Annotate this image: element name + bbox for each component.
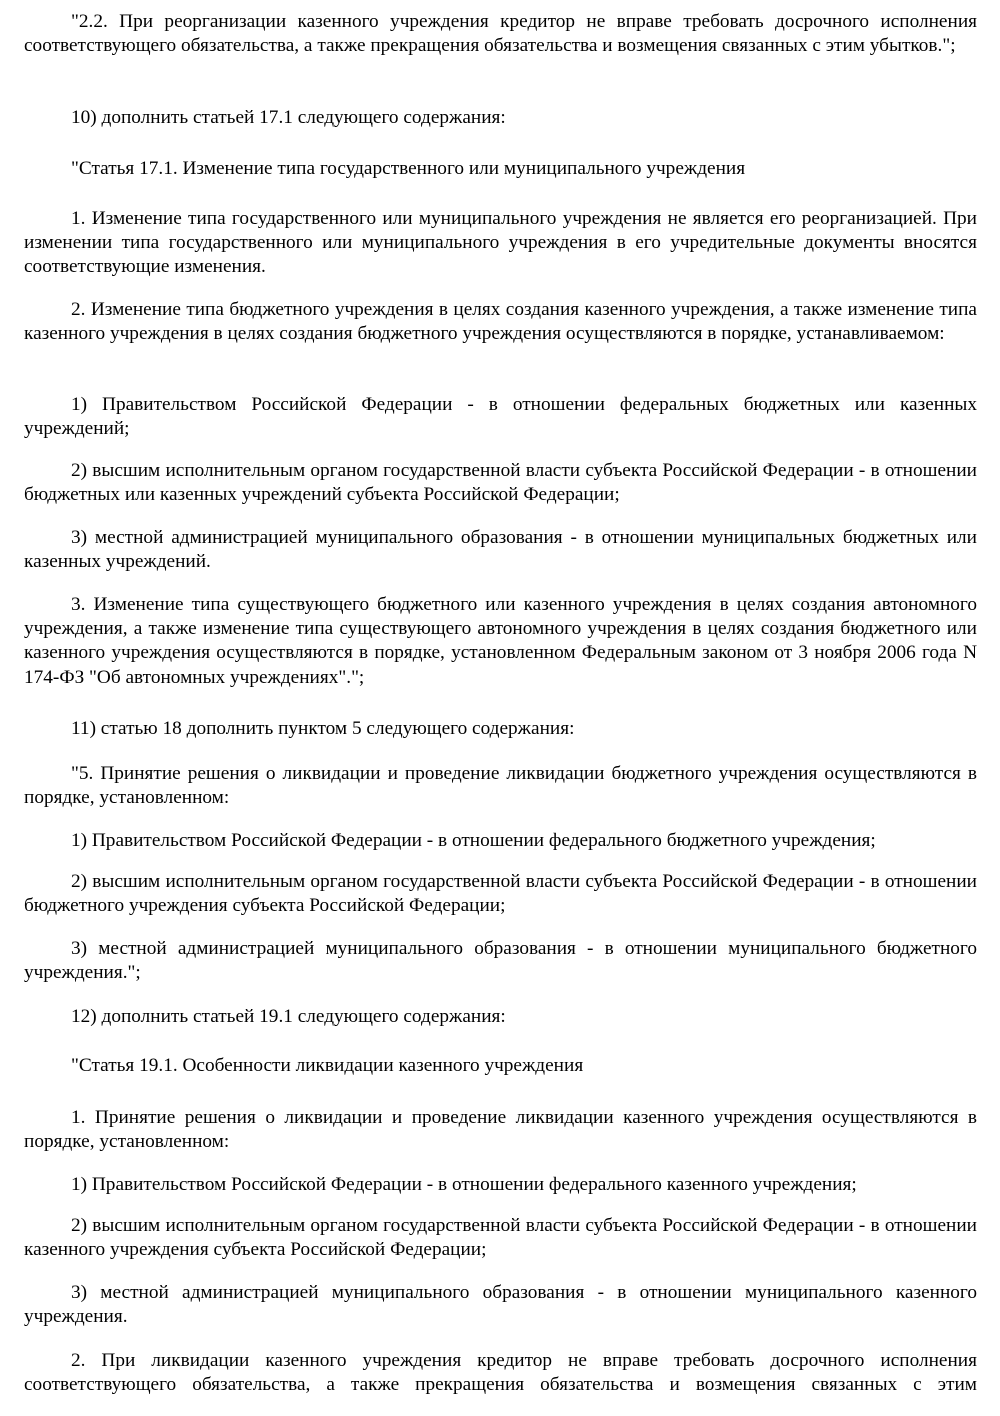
article-17-1-subpoint-1: 1) Правительством Российской Федерации - в отношении федеральных бюджетных или казенных учреждений;: [24, 394, 977, 440]
paragraph-2-2: "2.2. При реорганизации казенного учреждения кредитор не вправе требовать досрочного исполнения соответствующего обязательства, а также прекращения обязательства и возмещения связанных с этим убытков.";: [24, 11, 977, 57]
article-17-1-subpoint-3: 3) местной администрацией муниципального образования - в отношении муниципальных бюджетных или казенных учреждений.: [24, 527, 977, 573]
article-19-1-subpoint-1: 1) Правительством Российской Федерации - в отношении федерального казенного учреждения;: [71, 1174, 857, 1195]
article-19-1-subpoint-2: 2) высшим исполнительным органом государственной власти субъекта Российской Федерации - в отношении казенного учреждения субъекта Российской Федерации;: [24, 1215, 977, 1261]
article-18-subpoint-1: 1) Правительством Российской Федерации - в отношении федерального бюджетного учреждения;: [71, 830, 876, 851]
article-19-1-point-2: 2. При ликвидации казенного учреждения кредитор не вправе требовать досрочного исполнения соответствующего обязательства, а также прекращения обязательства и возмещения связанных с этим: [24, 1350, 977, 1396]
paragraph-item-12: 12) дополнить статьей 19.1 следующего содержания:: [71, 1006, 506, 1027]
article-17-1-subpoint-2: 2) высшим исполнительным органом государственной власти субъекта Российской Федерации - в отношении бюджетных или казенных учреждений субъекта Российской Федерации;: [24, 460, 977, 506]
article-17-1-point-2: 2. Изменение типа бюджетного учреждения в целях создания казенного учреждения, а также изменение типа казенного учреждения в целях создания бюджетного учреждения осуществляются в порядке, устанавливаемом:: [24, 299, 977, 345]
article-17-1-point-1: 1. Изменение типа государственного или муниципального учреждения не является его реорганизацией. При изменении типа государственного или муниципального учреждения в его учредительные документы вносятся соответствующие изменения.: [24, 208, 977, 278]
article-18-point-5: "5. Принятие решения о ликвидации и проведение ликвидации бюджетного учреждения осуществляются в порядке, установленном:: [24, 763, 977, 809]
article-17-1-point-3: 3. Изменение типа существующего бюджетного или казенного учреждения в целях создания автономного учреждения, а также изменение типа существующего автономного учреждения в целях создания бюджетного или казенного учреждения осуществляются в порядке, установленном Федеральным законом от 3 ноября 2006 года N 174-ФЗ "Об автономных учреждениях".";: [24, 594, 977, 688]
article-17-1-heading: "Статья 17.1. Изменение типа государственного или муниципального учреждения: [71, 158, 746, 179]
article-18-subpoint-2: 2) высшим исполнительным органом государственной власти субъекта Российской Федерации - в отношении бюджетного учреждения субъекта Российской Федерации;: [24, 871, 977, 917]
article-19-1-heading: "Статья 19.1. Особенности ликвидации казенного учреждения: [71, 1055, 584, 1076]
paragraph-item-10: 10) дополнить статьей 17.1 следующего содержания:: [71, 107, 506, 128]
article-18-subpoint-3: 3) местной администрацией муниципального образования - в отношении муниципального бюджетного учреждения.";: [24, 938, 977, 984]
paragraph-item-11: 11) статью 18 дополнить пунктом 5 следующего содержания:: [71, 718, 575, 739]
article-19-1-point-1: 1. Принятие решения о ликвидации и проведение ликвидации казенного учреждения осуществляются в порядке, установленном:: [24, 1107, 977, 1153]
article-19-1-subpoint-3: 3) местной администрацией муниципального образования - в отношении муниципального казенного учреждения.: [24, 1282, 977, 1328]
